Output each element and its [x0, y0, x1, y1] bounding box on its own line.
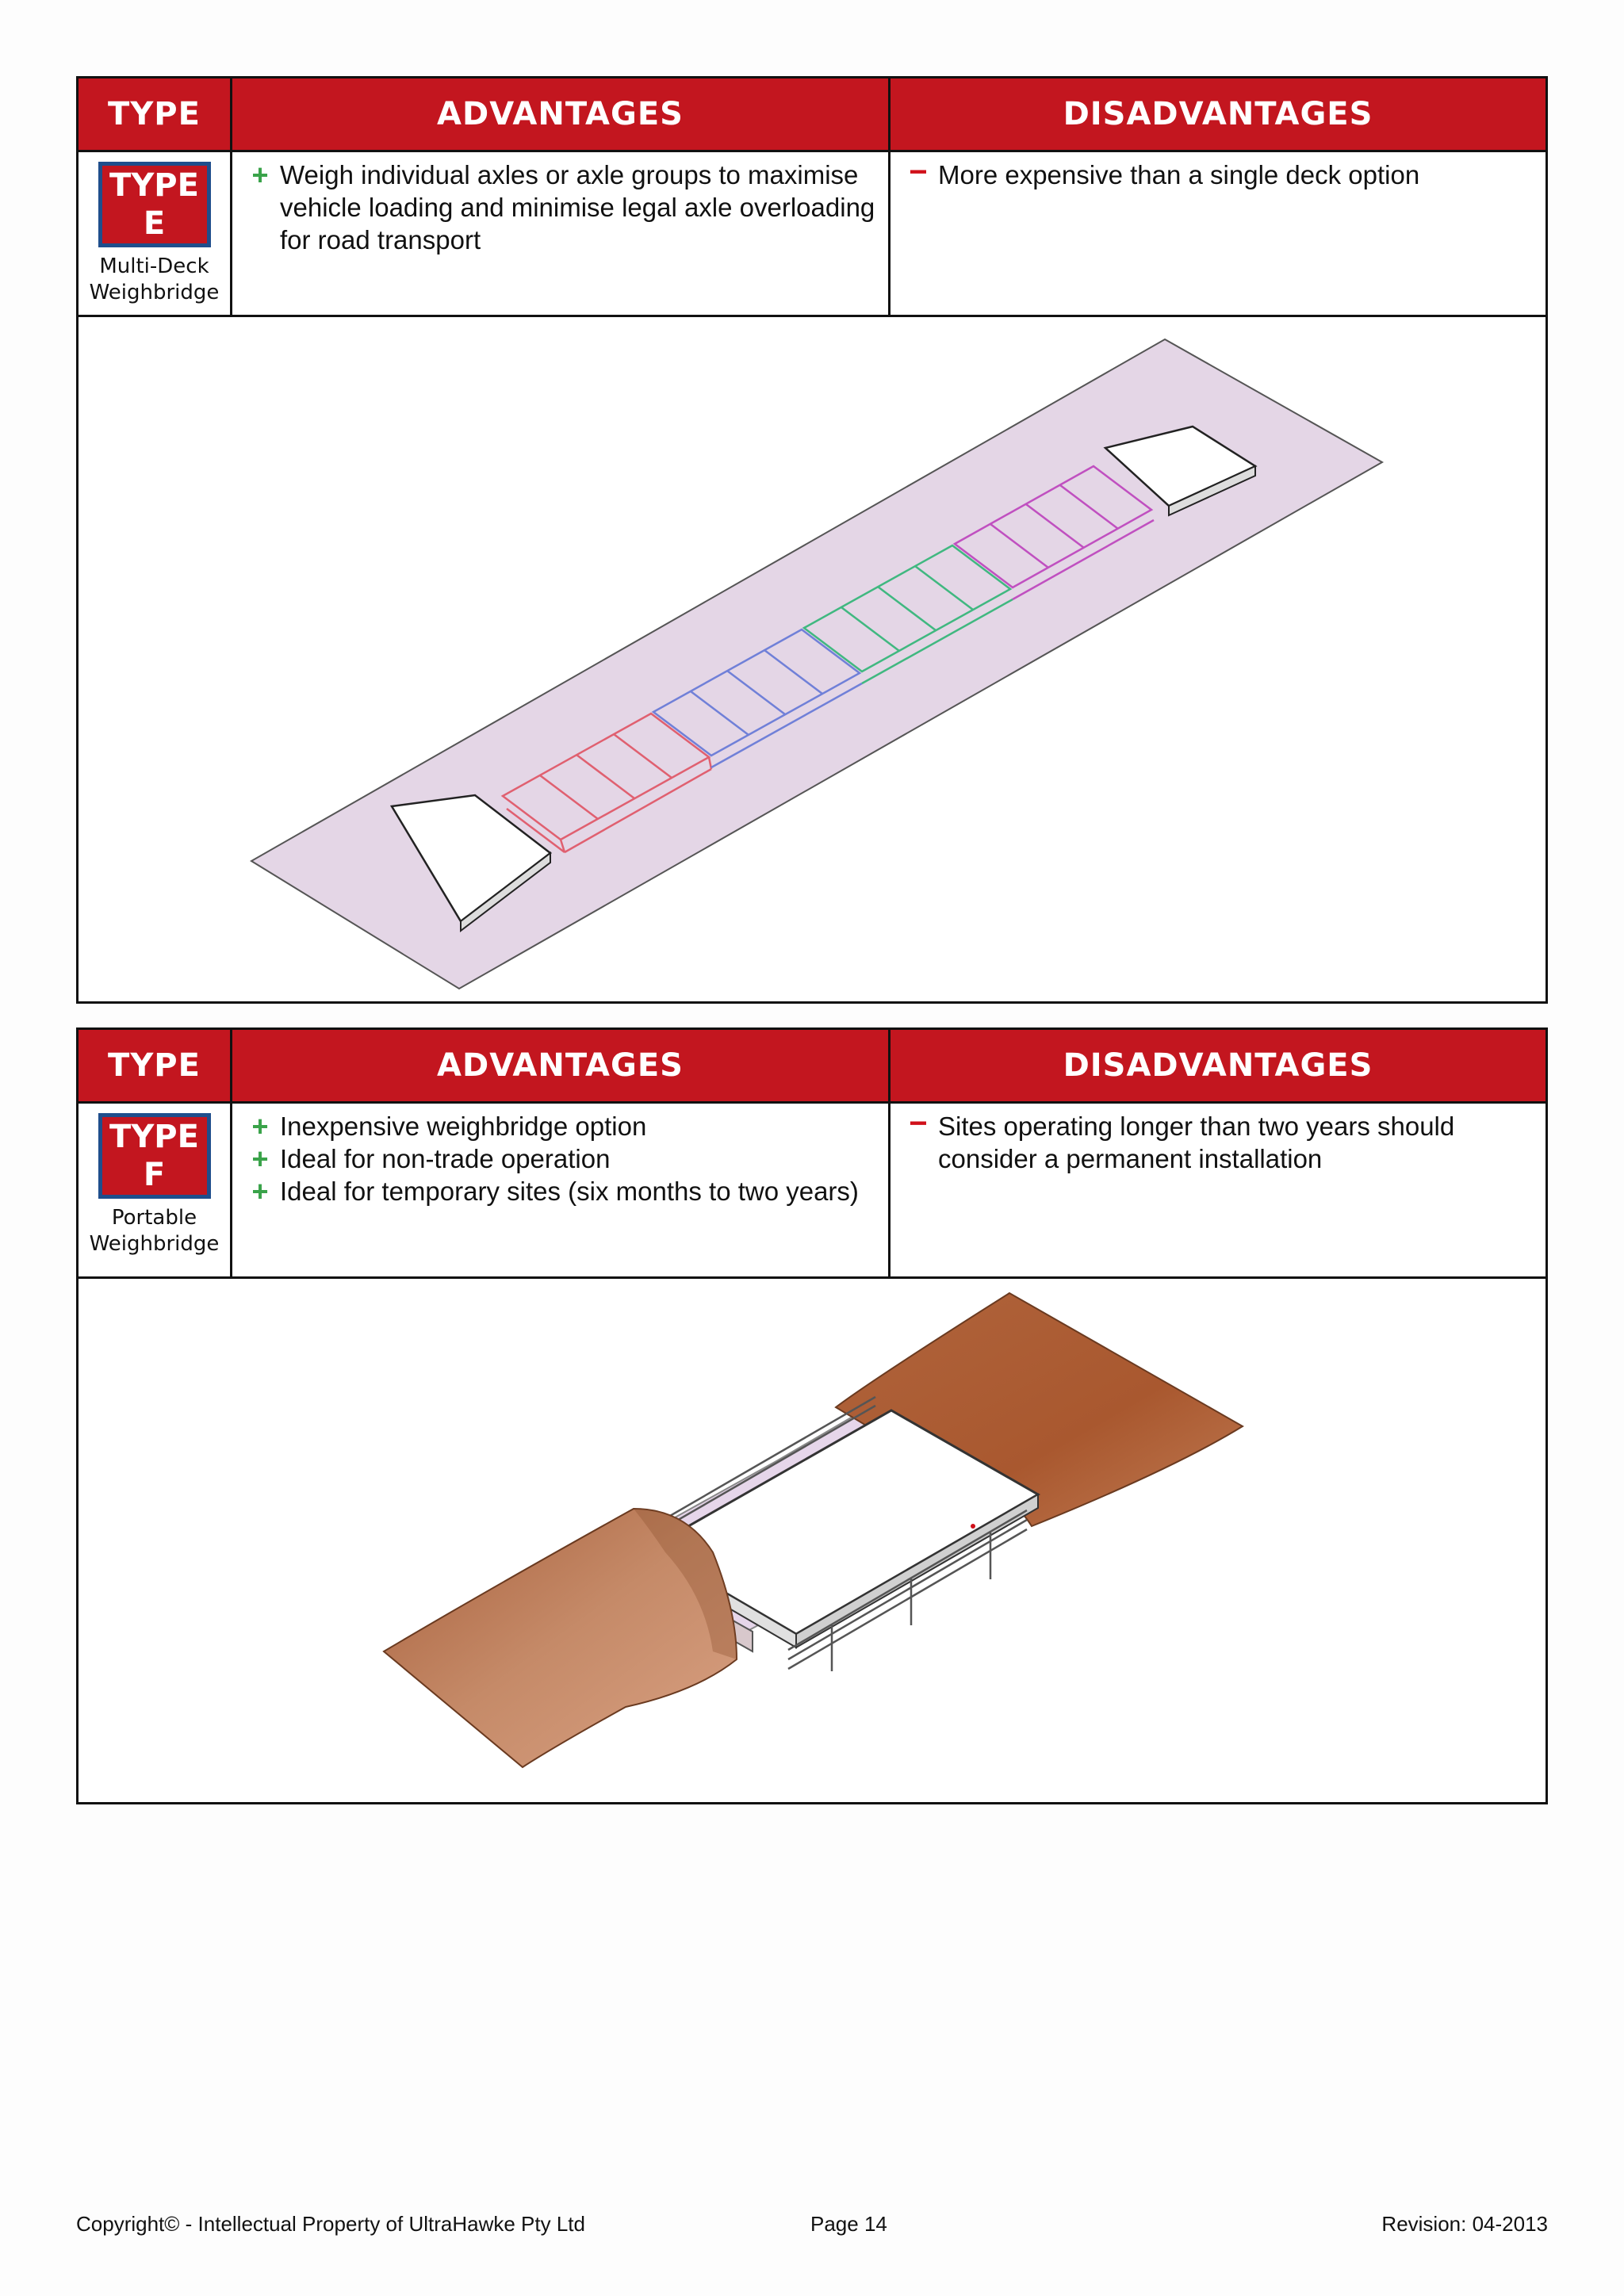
advantages-cell [232, 1104, 891, 1276]
section-type-f [76, 1027, 1548, 1804]
type-cell [79, 1104, 232, 1276]
type-cell [79, 152, 232, 315]
badge-line2: F [143, 1157, 166, 1193]
footer-page-number: Page 14 [810, 2212, 887, 2236]
advantages-cell [232, 152, 891, 315]
table-row [79, 1104, 1545, 1279]
advantage-text: Ideal for non-trade operation [280, 1144, 611, 1173]
plus-icon: + [251, 1110, 269, 1142]
advantage-text: Inexpensive weighbridge option [280, 1112, 647, 1141]
header-disadvantages: DISADVANTAGES [1063, 96, 1373, 132]
list-item [898, 1106, 1538, 1175]
table-header [79, 1030, 1545, 1104]
disadvantages-cell [891, 152, 1545, 315]
footer-copyright: Copyright© - Intellectual Property of UltraHawke Pty Ltd [76, 2212, 585, 2236]
list-item [240, 1142, 880, 1175]
header-type: TYPE [79, 78, 232, 150]
badge-line1: TYPE [109, 167, 199, 204]
type-badge [98, 1113, 211, 1199]
list-item [240, 1110, 880, 1142]
portable-weighbridge-drawing [79, 1279, 1545, 1805]
plus-icon: + [251, 1175, 269, 1207]
minus-icon: − [909, 155, 928, 189]
badge-line1: TYPE [109, 1119, 199, 1155]
plus-icon: + [251, 159, 269, 191]
disadvantage-text: Sites operating longer than two years should consider a permanent installation [938, 1112, 1455, 1173]
table-row [79, 152, 1545, 317]
disadvantages-list [891, 152, 1545, 199]
type-badge [98, 162, 211, 247]
type-label-line1: Multi-Deck [99, 254, 209, 278]
advantages-list [232, 1104, 888, 1215]
plus-icon: + [251, 1142, 269, 1175]
type-label-line2: Weighbridge [89, 281, 220, 304]
advantage-text: Weigh individual axles or axle groups to maximise vehicle loading and minimise legal axle overloading for road transport [280, 160, 875, 254]
header-disadvantages: DISADVANTAGES [1063, 1047, 1373, 1084]
minus-icon: − [909, 1106, 928, 1141]
list-item [240, 1175, 880, 1207]
type-label [90, 254, 220, 306]
section-type-e [76, 76, 1548, 1004]
type-label-line2: Weighbridge [89, 1232, 220, 1256]
disadvantage-text: More expensive than a single deck option [938, 160, 1420, 189]
header-advantages: ADVANTAGES [232, 1030, 891, 1101]
multi-deck-weighbridge-drawing [79, 317, 1545, 1002]
advantages-list [232, 152, 888, 264]
advantage-text: Ideal for temporary sites (six months to two years) [280, 1177, 859, 1206]
disadvantages-list [891, 1104, 1545, 1183]
type-label [90, 1205, 220, 1257]
badge-line2: E [143, 205, 166, 242]
table-header [79, 78, 1545, 152]
disadvantages-cell [891, 1104, 1545, 1276]
list-item [898, 155, 1538, 191]
portable-illustration [79, 1279, 1545, 1805]
type-label-line1: Portable [111, 1206, 197, 1230]
list-item [240, 159, 880, 256]
multi-deck-illustration [79, 317, 1545, 1002]
footer-revision: Revision: 04-2013 [1381, 2212, 1548, 2236]
header-advantages: ADVANTAGES [232, 78, 891, 150]
header-type: TYPE [79, 1030, 232, 1101]
